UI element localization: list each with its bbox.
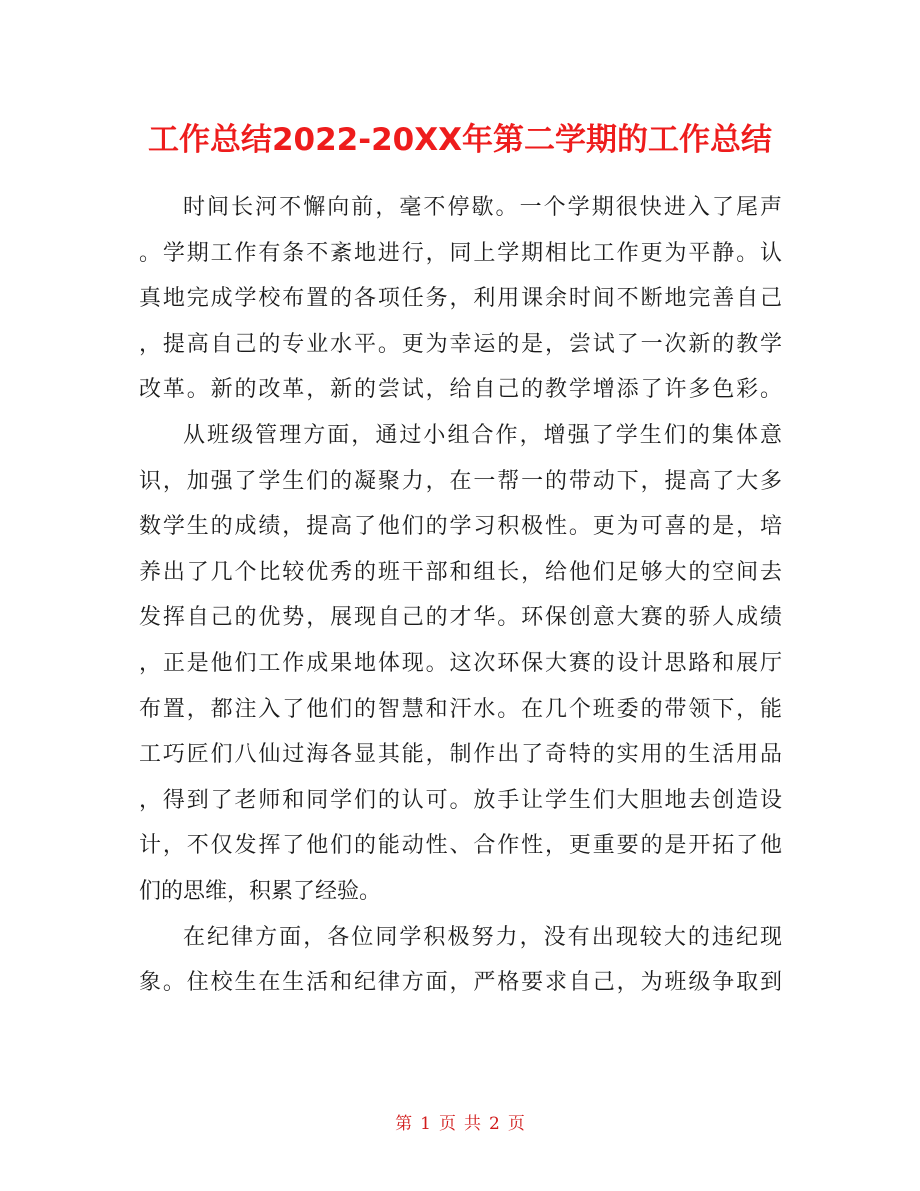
page-footer bbox=[0, 1112, 920, 1136]
paragraph-2 bbox=[139, 413, 782, 915]
text-line: ，提高自己的专业水平。更为幸运的是，尝试了一次新的教学 bbox=[139, 331, 782, 357]
text-line: 数学生的成绩，提高了他们的学习积极性。更为可喜的是，培 bbox=[139, 514, 782, 540]
footer-current-page: 1 bbox=[420, 1114, 431, 1134]
paragraph-1 bbox=[139, 185, 782, 413]
text-line: 改革。新的改革，新的尝试，给自己的教学增添了许多色彩。 bbox=[139, 377, 782, 403]
text-line: 真地完成学校布置的各项任务，利用课余时间不断地完善自己 bbox=[139, 286, 782, 312]
text-line: 们的思维，积累了经验。 bbox=[139, 878, 382, 904]
footer-label-page: 第 bbox=[395, 1114, 413, 1134]
document-body bbox=[139, 185, 782, 1006]
text-line: 识，加强了学生们的凝聚力，在一帮一的带动下，提高了大多 bbox=[139, 468, 782, 494]
text-line: 发挥自己的优势，展现自己的才华。环保创意大赛的骄人成绩 bbox=[139, 605, 782, 631]
text-line: ，得到了老师和同学们的认可。放手让学生们大胆地去创造设 bbox=[139, 787, 782, 813]
document-title: 工作总结2022-20XX年第二学期的工作总结 bbox=[147, 122, 773, 158]
footer-label-unit: 页 bbox=[439, 1114, 456, 1134]
text-line: 象。住校生在生活和纪律方面，严格要求自己，为班级争取到 bbox=[139, 970, 782, 996]
footer-total-pages: 2 bbox=[489, 1114, 500, 1134]
text-line: 。学期工作有条不紊地进行，同上学期相比工作更为平静。认 bbox=[139, 240, 782, 266]
text-line: 计，不仅发挥了他们的能动性、合作性，更重要的是开拓了他 bbox=[139, 833, 782, 859]
text-line: 在纪律方面，各位同学积极努力，没有出现较大的违纪现 bbox=[183, 924, 782, 950]
text-line: 养出了几个比较优秀的班干部和组长，给他们足够大的空间去 bbox=[139, 559, 782, 585]
text-line: 布置，都注入了他们的智慧和汗水。在几个班委的带领下，能 bbox=[139, 696, 782, 722]
footer-label-unit2: 页 bbox=[507, 1114, 525, 1134]
text-line: 时间长河不懈向前，毫不停歇。一个学期很快进入了尾声 bbox=[183, 195, 782, 220]
text-line: ，正是他们工作成果地体现。这次环保大赛的设计思路和展厅 bbox=[139, 650, 782, 676]
text-line: 从班级管理方面，通过小组合作，增强了学生们的集体意 bbox=[183, 422, 782, 448]
paragraph-3 bbox=[139, 915, 782, 1006]
footer-label-total: 共 bbox=[464, 1114, 481, 1134]
text-line: 工巧匠们八仙过海各显其能，制作出了奇特的实用的生活用品 bbox=[139, 742, 782, 768]
